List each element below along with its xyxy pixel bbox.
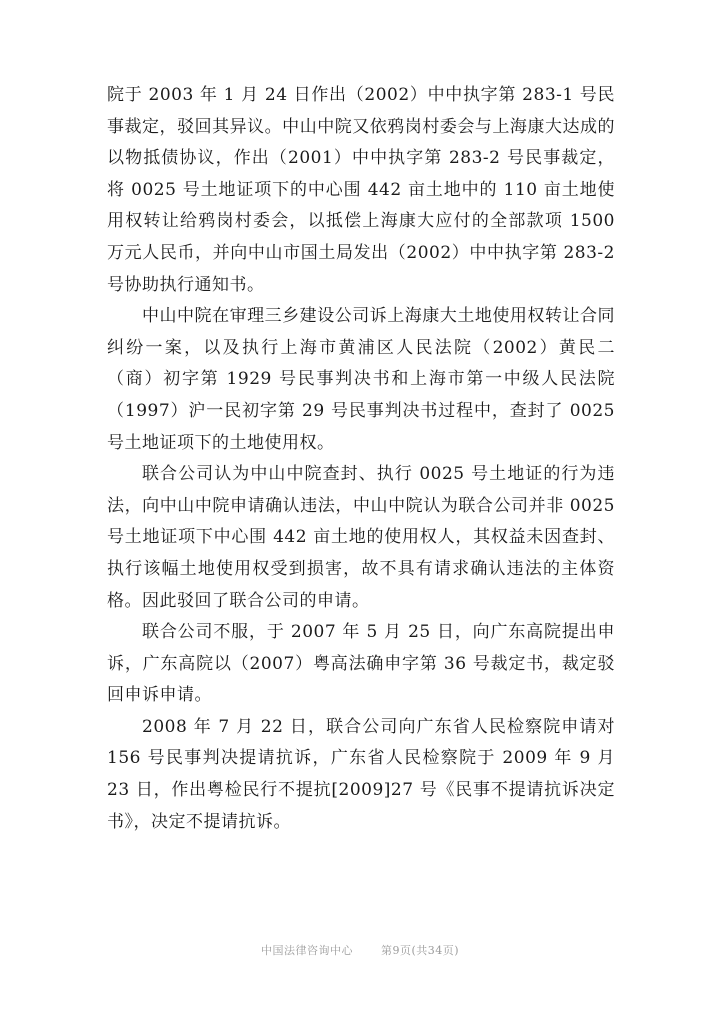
paragraph-procuratorate: 2008 年 7 月 22 日，联合公司向广东省人民检察院申请对 156 号民事判决提请抗诉，广东省人民检察院于 2009 年 9 月 23 日，作出粤检民行不提抗[2009]27 号《民事不提请抗诉决定书》，决定不提请抗诉。 bbox=[107, 716, 615, 832]
paragraph-continued: 院于 2003 年 1 月 24 日作出（2002）中中执字第 283-1 号民事裁定，驳回其异议。中山中院又依鸦岗村委会与上海康大达成的以物抵债协议，作出（2001）中中执字第 283-2 号民事裁定，将 0025 号土地证项下的中心围 442 亩土地中的 110 亩土地使用权转让给鸦岗村委会，以抵偿上海康大应付的全部款项 1500 万元人民币，并向中山市国土局发出（2002）中中执字第 283-2 号协助执行通知书。 bbox=[107, 85, 615, 295]
page-footer bbox=[0, 942, 720, 958]
document-body bbox=[107, 80, 615, 838]
paragraph-appeal: 联合公司不服，于 2007 年 5 月 25 日，向广东高院提出申诉，广东高院以（2007）粤高法确申字第 36 号裁定书，裁定驳回申诉申请。 bbox=[107, 622, 615, 706]
paragraph-seizure: 中山中院在审理三乡建设公司诉上海康大土地使用权转让合同纠纷一案，以及执行上海市黄浦区人民法院（2002）黄民二（商）初字第 1929 号民事判决书和上海市第一中级人民法院（1997）沪一民初字第 29 号民事判决书过程中，查封了 0025 号土地证项下的土地使用权。 bbox=[107, 306, 615, 453]
footer-source: 中国法律咨询中心 bbox=[260, 944, 353, 957]
paragraph-confirmation-request: 联合公司认为中山中院查封、执行 0025 号土地证的行为违法，向中山中院申请确认违法，中山中院认为联合公司并非 0025 号土地证项下中心围 442 亩土地的使用权人，其权益未因查封、执行该幅土地使用权受到损害，故不具有请求确认违法的主体资格。因此驳回了联合公司的申请。 bbox=[107, 464, 615, 611]
footer-page-number: 第9页(共34页) bbox=[380, 944, 460, 957]
